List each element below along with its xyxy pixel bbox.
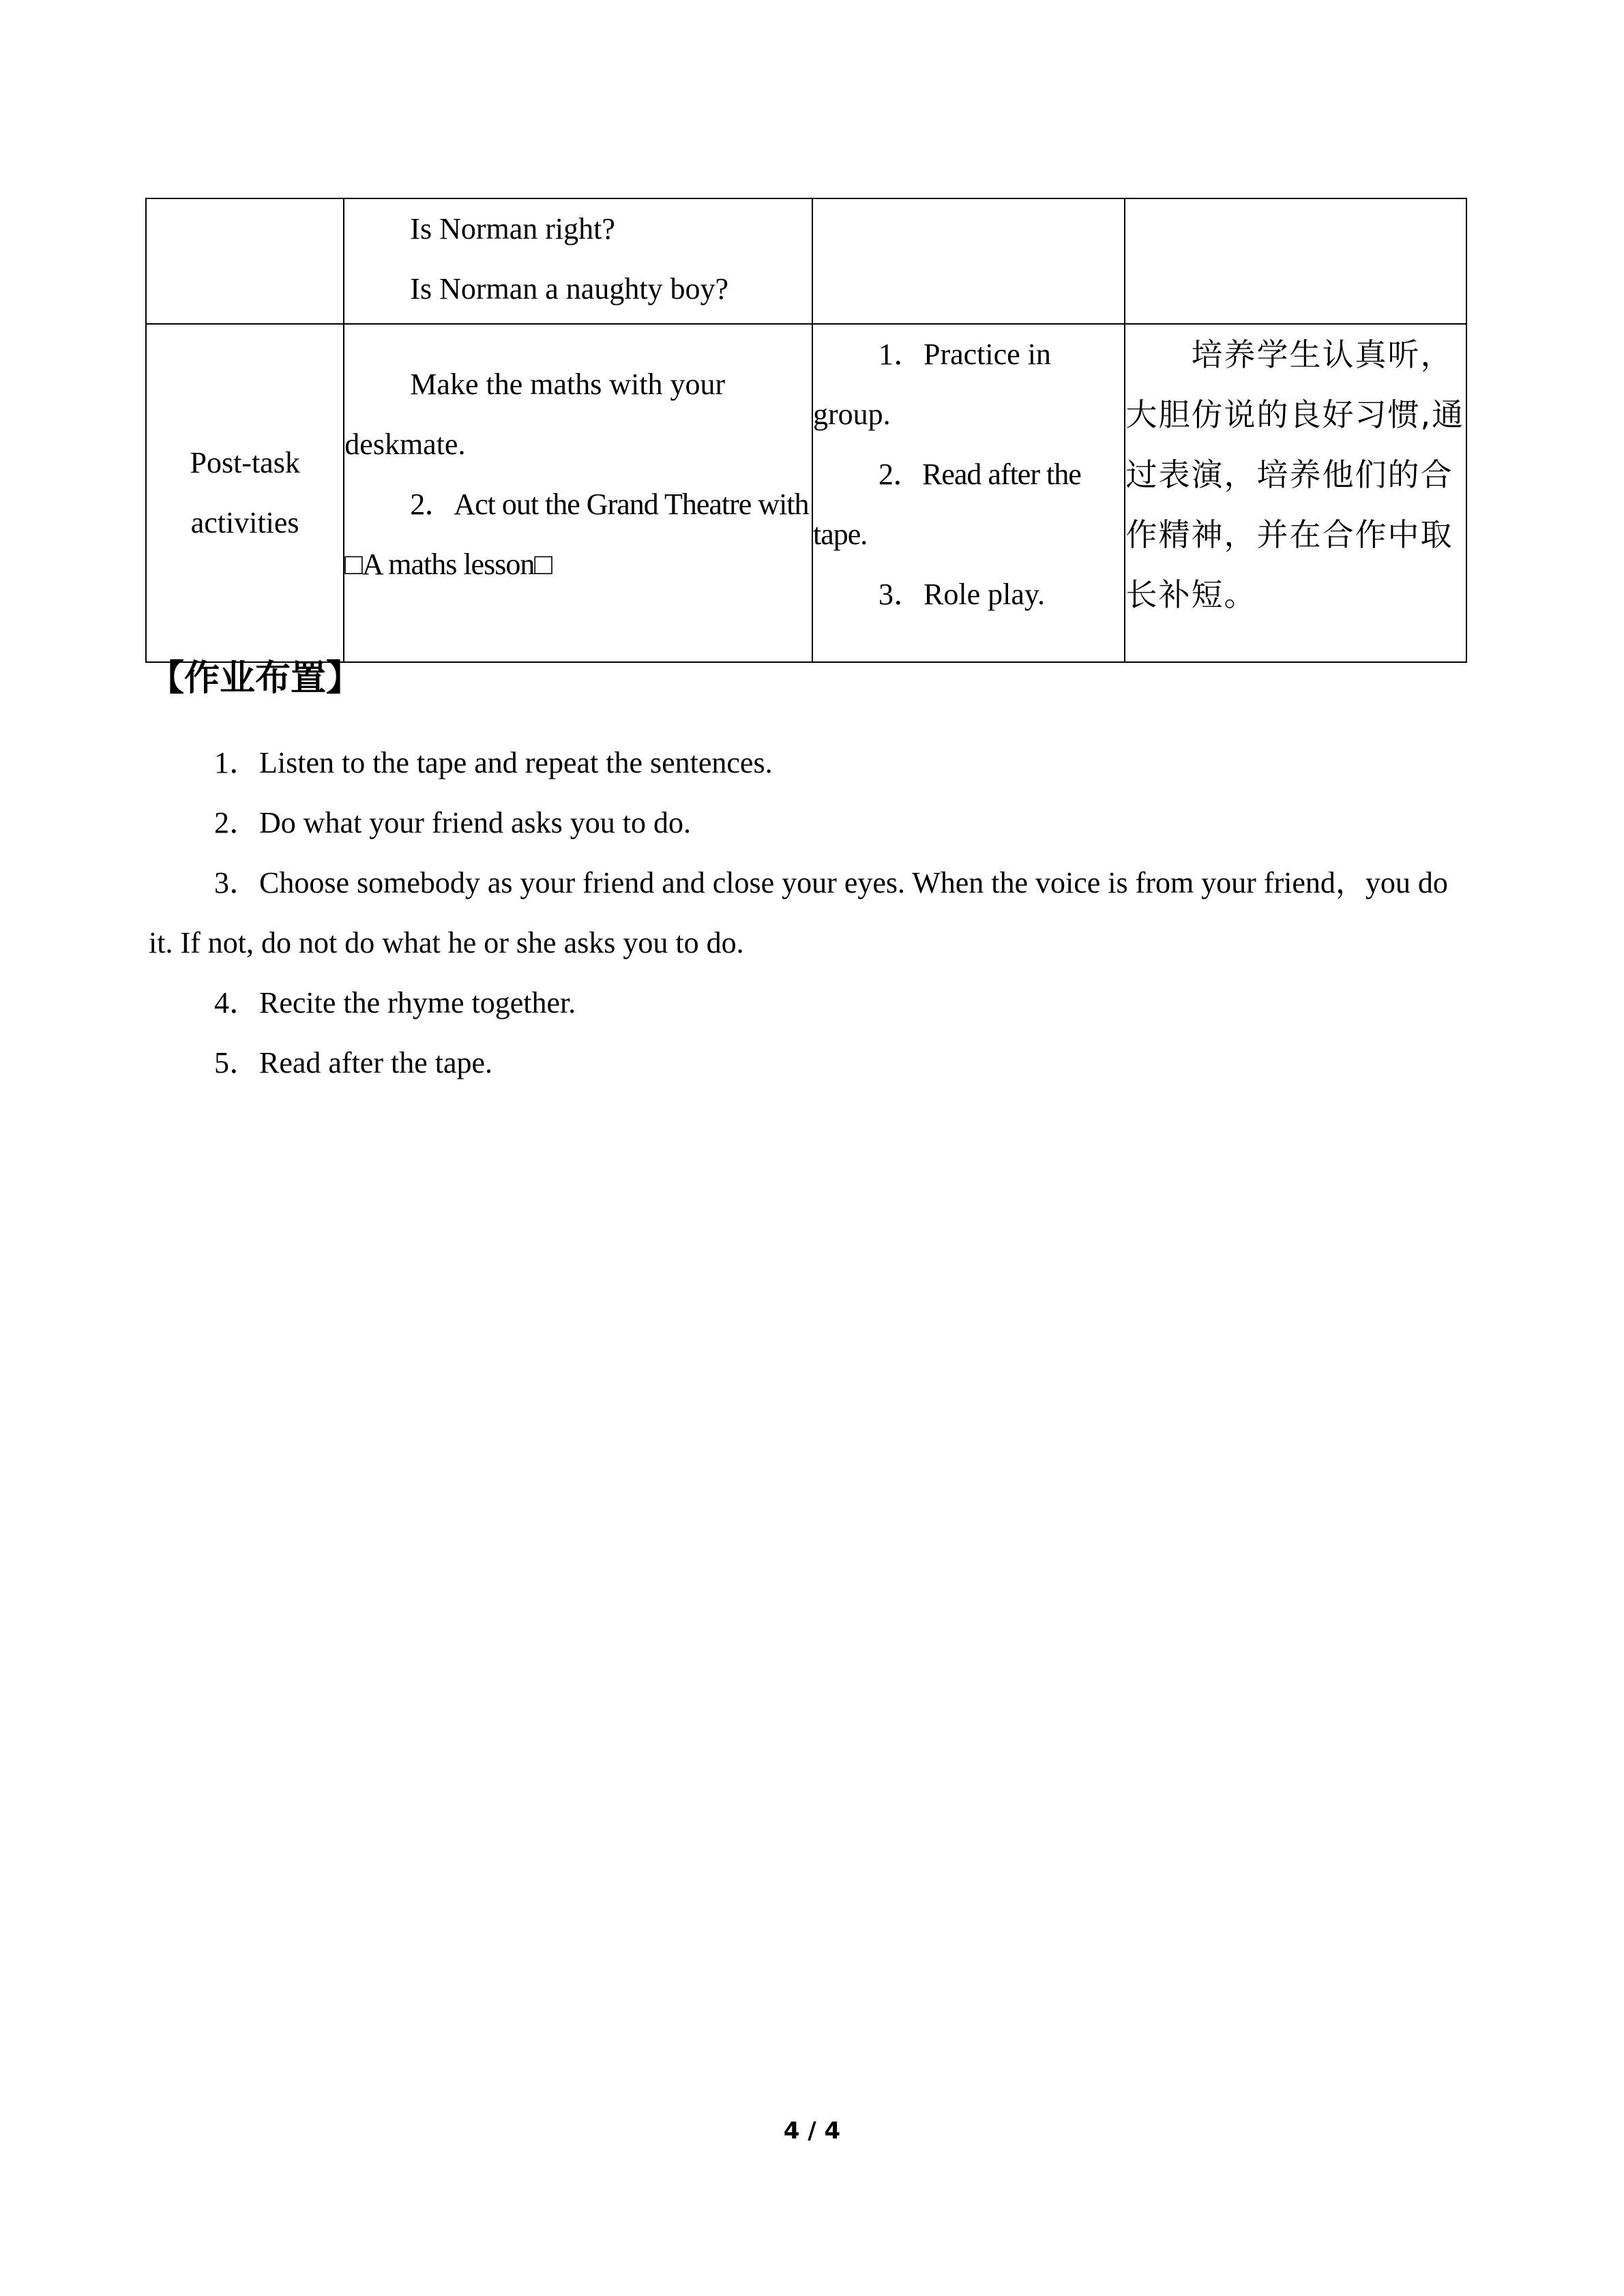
stage-label-line1: Post-task — [190, 446, 300, 479]
table-row — [146, 324, 1466, 662]
purpose-cell — [1125, 324, 1466, 662]
activity-line: Is Norman a naughty boy? — [410, 272, 729, 305]
activity-text: Make the maths with your deskmate. — [344, 368, 726, 461]
list-item: 5．Read after the tape. — [214, 1046, 493, 1079]
homework-list — [149, 733, 1472, 1093]
list-item: 4．Recite the rhyme together. — [214, 986, 576, 1019]
page-number: 4 / 4 — [783, 2117, 841, 2145]
list-item: 3．Choose somebody as your friend and close your eyes. When the voice is from your friend，you do it. If not, do not do what he or she asks you to do. — [149, 866, 1448, 959]
stage-cell — [146, 198, 344, 324]
lesson-plan-table — [145, 198, 1467, 663]
method-cell — [812, 198, 1125, 324]
list-item: 1．Listen to the tape and repeat the sentences. — [214, 746, 773, 779]
activity-text: 2．Act out the Grand Theatre with □A maths lesson□ — [344, 488, 809, 581]
purpose-cell — [1125, 198, 1466, 324]
stage-cell — [146, 324, 344, 662]
method-cell — [812, 324, 1125, 662]
activities-cell — [344, 198, 812, 324]
table-row — [146, 198, 1466, 324]
method-text: 1．Practice in group. — [813, 338, 1051, 431]
homework-heading: 【作业布置】 — [149, 658, 362, 699]
activities-cell — [344, 324, 812, 662]
method-text: 2．Read after the tape. — [813, 458, 1081, 551]
purpose-text: 培养学生认真听，大胆仿说的良好习惯,通过表演，培养他们的合作精神，并在合作中取长补短。 — [1125, 336, 1465, 613]
activity-line: Is Norman right? — [410, 212, 615, 245]
stage-label-line2: activities — [190, 506, 299, 539]
list-item: 2．Do what your friend asks you to do. — [214, 806, 692, 839]
method-text: 3．Role play. — [879, 578, 1045, 611]
